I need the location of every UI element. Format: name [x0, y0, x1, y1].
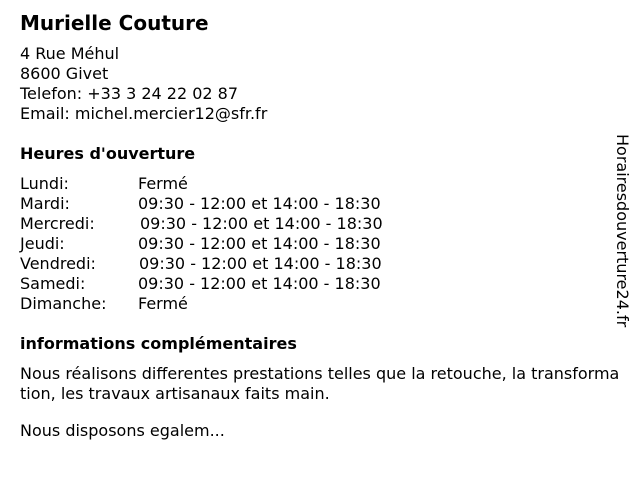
address-city: 8600 Givet — [20, 64, 109, 83]
phone-line[interactable]: Telefon: +33 3 24 22 02 87 — [20, 84, 239, 103]
hours-day: Dimanche: — [20, 294, 107, 313]
hours-time: 09:30 - 12:00 et 14:00 - 18:30 — [138, 234, 381, 253]
hours-time: 09:30 - 12:00 et 14:00 - 18:30 — [139, 254, 382, 273]
business-name: Murielle Couture — [20, 11, 209, 35]
site-watermark: Horairesdouverture24.fr — [613, 134, 632, 328]
email-line[interactable]: Email: michel.mercier12@sfr.fr — [20, 104, 268, 123]
hours-time: Fermé — [138, 174, 188, 193]
hours-time: Fermé — [138, 294, 188, 313]
hours-day: Vendredi: — [20, 254, 96, 273]
hours-time: 09:30 - 12:00 et 14:00 - 18:30 — [138, 274, 381, 293]
hours-day: Mardi: — [20, 194, 70, 213]
contact-block — [20, 44, 267, 124]
hours-day: Mercredi: — [20, 214, 95, 233]
additional-info-paragraph: Nous réalisons differentes prestations telles que la retouche, la transformation, les travaux artisanaux faits main. — [20, 364, 620, 403]
additional-info-truncated: Nous disposons egalem... — [20, 421, 225, 440]
opening-hours-heading: Heures d'ouverture — [20, 144, 196, 163]
hours-day: Lundi: — [20, 174, 69, 193]
additional-info-heading: informations complémentaires — [20, 334, 297, 353]
address-street: 4 Rue Méhul — [20, 44, 120, 63]
hours-time: 09:30 - 12:00 et 14:00 - 18:30 — [138, 194, 381, 213]
hours-time: 09:30 - 12:00 et 14:00 - 18:30 — [140, 214, 383, 233]
hours-day: Jeudi: — [20, 234, 65, 253]
hours-day: Samedi: — [20, 274, 86, 293]
